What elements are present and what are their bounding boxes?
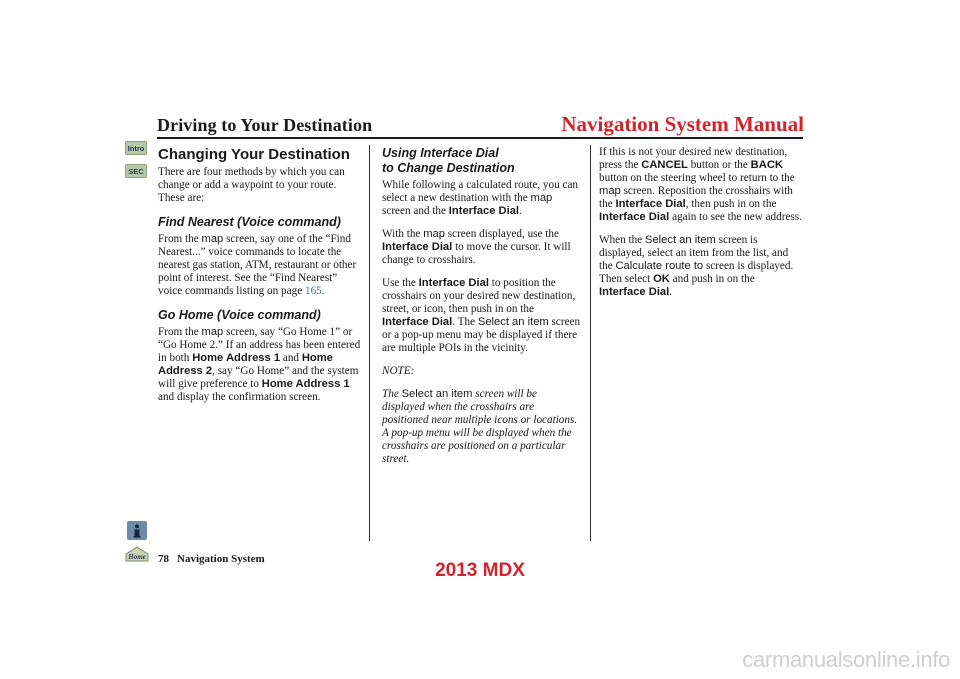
heading-find-nearest: Find Nearest (Voice command) [158,215,341,229]
heading-changing-destination: Changing Your Destination [158,146,350,163]
note-heading: NOTE: [382,365,415,377]
dial-paragraph-2: With the map screen displayed, use the Interface Dial to move the cursor. It will change to crosshairs. [382,228,571,266]
intro-tab[interactable]: Intro [125,141,147,155]
column-divider [590,145,591,541]
intro-paragraph: There are four methods by which you can change or add a waypoint to your route. These are: [158,166,345,204]
header-divider [157,137,803,139]
column-divider [369,145,370,541]
svg-text:Home: Home [128,553,146,561]
info-icon[interactable] [127,521,147,540]
heading-using-interface-dial: Using Interface Dial to Change Destination [382,146,515,175]
page-number: 78 [158,553,169,565]
page-link[interactable]: 165 [304,285,322,297]
cancel-paragraph: If this is not your desired new destination, press the CANCEL button or the BACK button on the steering wheel to return to the map screen. Reposition the crosshairs with the Interface Dial, then push in on the Interface Dial again to see the new address. [599,146,802,223]
column-2 [382,146,582,476]
note-paragraph: The Select an item screen will be displayed when the crosshairs are positioned near multiple icons or locations. A pop-up menu will be displayed when the crosshairs are positioned on a particular street. [382,388,578,465]
model-watermark: 2013 MDX [435,560,525,581]
dial-paragraph-1: While following a calculated route, you can select a new destination with the map screen and the Interface Dial. [382,179,579,217]
sec-tab[interactable]: SEC [125,164,147,178]
manual-brand-title: Navigation System Manual [561,112,804,136]
find-nearest-paragraph: From the map screen, say one of the “Find Nearest...” voice commands to locate the nearest gas station, ATM, restaurant or other point of interest. See the “Find Nearest” voice commands listing on page 165. [158,233,357,297]
select-item-paragraph: When the Select an item screen is displayed, select an item from the list, and the Calculate route to screen is displayed. Then select OK and push in on the Interface Dial. [599,234,794,298]
footer-section-name: Navigation System [177,553,265,565]
site-watermark: carmanualsonline.info [742,647,950,672]
go-home-paragraph: From the map screen, say “Go Home 1” or “Go Home 2.” If an address has been entered in both Home Address 1 and Home Address 2, say “Go Home” and the system will give preference to Home Address 1 and display the confirmation screen. [158,326,361,403]
dial-paragraph-3: Use the Interface Dial to position the crosshairs on your desired new destination, street, or icon, then push in on the Interface Dial. The Select an item screen or a pop-up menu may be displayed if there are multiple POIs in the vicinity. [382,277,581,354]
section-title: Driving to Your Destination [157,115,373,135]
column-3 [599,146,803,309]
column-1 [158,146,363,414]
heading-go-home: Go Home (Voice command) [158,308,321,322]
